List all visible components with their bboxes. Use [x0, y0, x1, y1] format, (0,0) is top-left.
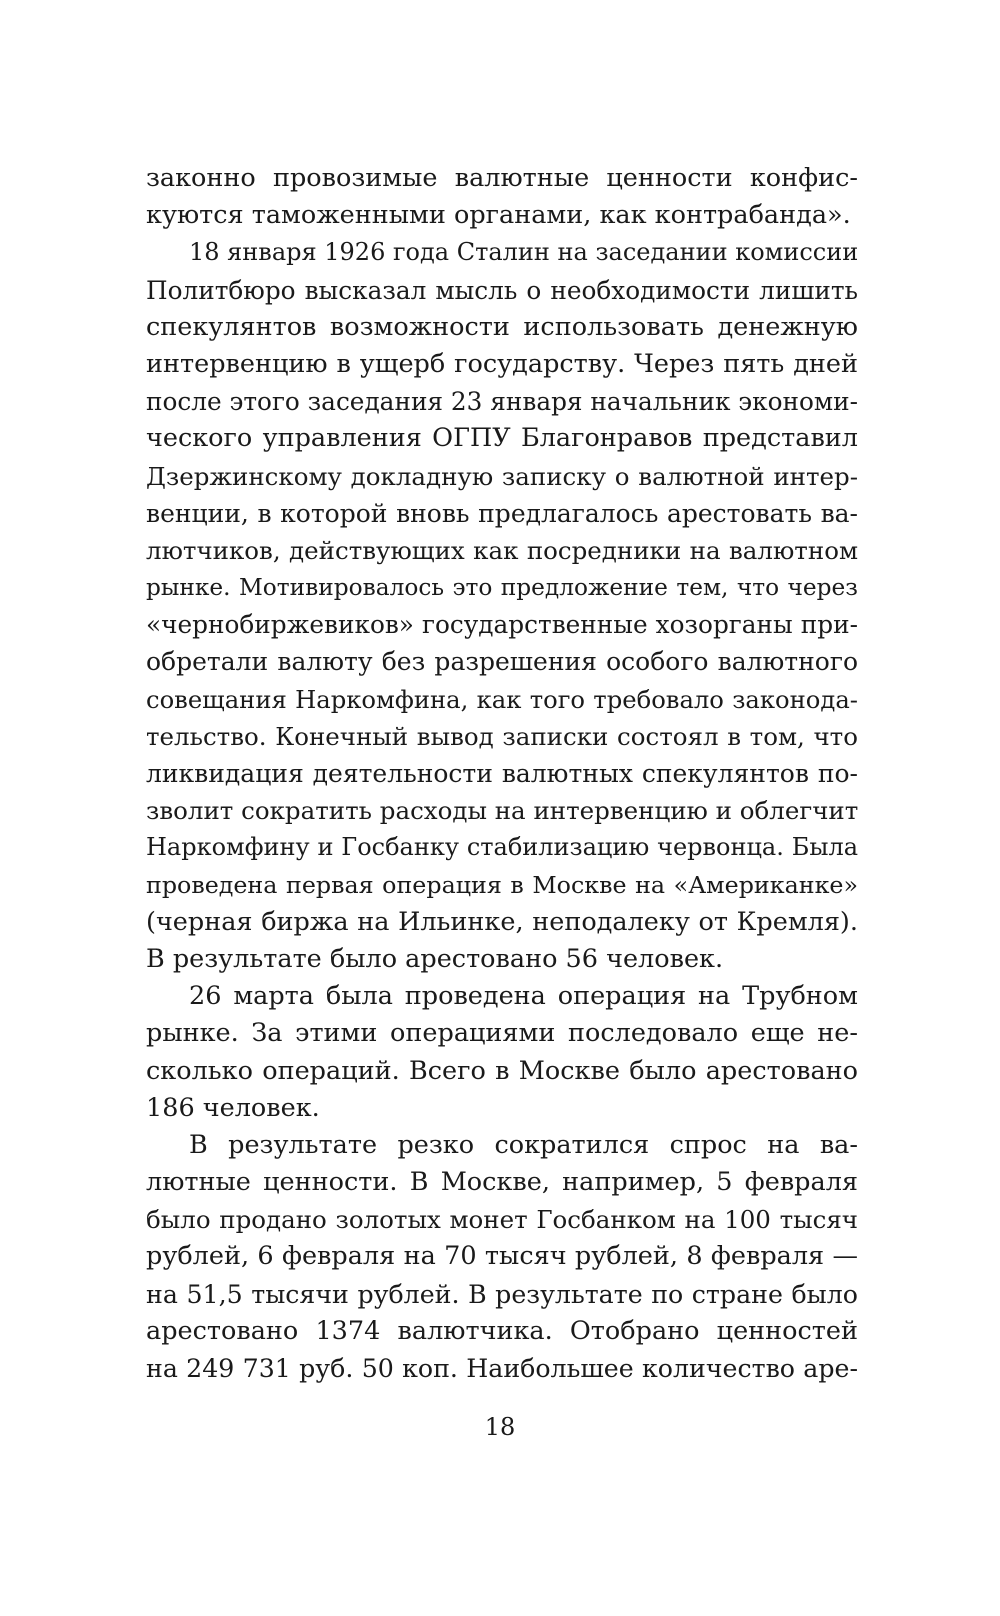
text-line: на 249 731 руб. 50 коп. Наибольшее количество аре-	[146, 1354, 858, 1383]
text-line: арестовано 1374 валютчика. Отобрано ценностей	[146, 1315, 858, 1346]
text-line: совещания Наркомфина, как того требовало законода-	[146, 684, 858, 714]
text-line: рынке. За этими операциями последовало еще не-	[146, 1018, 858, 1049]
text-line: В результате было арестовано 56 человек.	[146, 943, 724, 974]
text-line: обретали валюту без разрешения особого валютного	[146, 647, 858, 677]
text-line: рынке. Мотивировалось это предложение тем, что через	[146, 574, 858, 602]
text-line: спекулянтов возможности использовать денежную	[146, 311, 858, 342]
text-line: Наркомфину и Госбанку стабилизацию червонца. Была	[146, 833, 858, 862]
page-number: 18	[484, 1413, 516, 1441]
text-line: Политбюро высказал мысль о необходимости лишить	[146, 275, 858, 305]
text-line: ликвидация деятельности валютных спекулянтов по-	[146, 759, 858, 788]
text-line: 18 января 1926 года Сталин на заседании комиссии	[189, 238, 859, 267]
text-line: после этого заседания 23 января начальник экономи-	[146, 387, 859, 417]
text-line: сколько операций. Всего в Москве было арестовано	[146, 1055, 858, 1086]
text-line: на 51,5 тысячи рублей. В результате по стране было	[146, 1279, 858, 1309]
text-line: ческого управления ОГПУ Благонравов представил	[146, 423, 858, 454]
text-line: рублей, 6 февраля на 70 тысяч рублей, 8 февраля —	[146, 1241, 858, 1272]
text-line: тельство. Конечный вывод записки состоял в том, что	[146, 721, 858, 751]
text-line: 26 марта была проведена операция на Трубном	[189, 981, 858, 1012]
body-text	[146, 160, 858, 1387]
text-line: куются таможенными органами, как контрабанда».	[146, 200, 851, 231]
text-line: В результате резко сократился спрос на ва-	[189, 1129, 858, 1160]
text-line: лютчиков, действующих как посредники на валютном	[146, 535, 858, 565]
text-line: интервенцию в ущерб государству. Через пять дней	[146, 348, 858, 379]
text-line: было продано золотых монет Госбанком на 100 тысяч	[146, 1205, 858, 1235]
text-line: 186 человек.	[146, 1092, 320, 1123]
text-line: лютные ценности. В Москве, например, 5 февраля	[146, 1167, 858, 1198]
text-line: Дзержинскому докладную записку о валютной интер-	[146, 461, 858, 491]
text-line: венции, в которой вновь предлагалось арестовать ва-	[146, 498, 858, 528]
text-line: зволит сократить расходы на интервенцию и облегчит	[146, 796, 859, 826]
text-line: законно провозимые валютные ценности конфис-	[146, 163, 858, 193]
text-line: (черная биржа на Ильинке, неподалеку от Кремля).	[146, 906, 858, 937]
text-line: «чернобиржевиков» государственные хозорганы при-	[146, 610, 858, 640]
text-line: проведена первая операция в Москве на «Американке»	[146, 870, 858, 899]
